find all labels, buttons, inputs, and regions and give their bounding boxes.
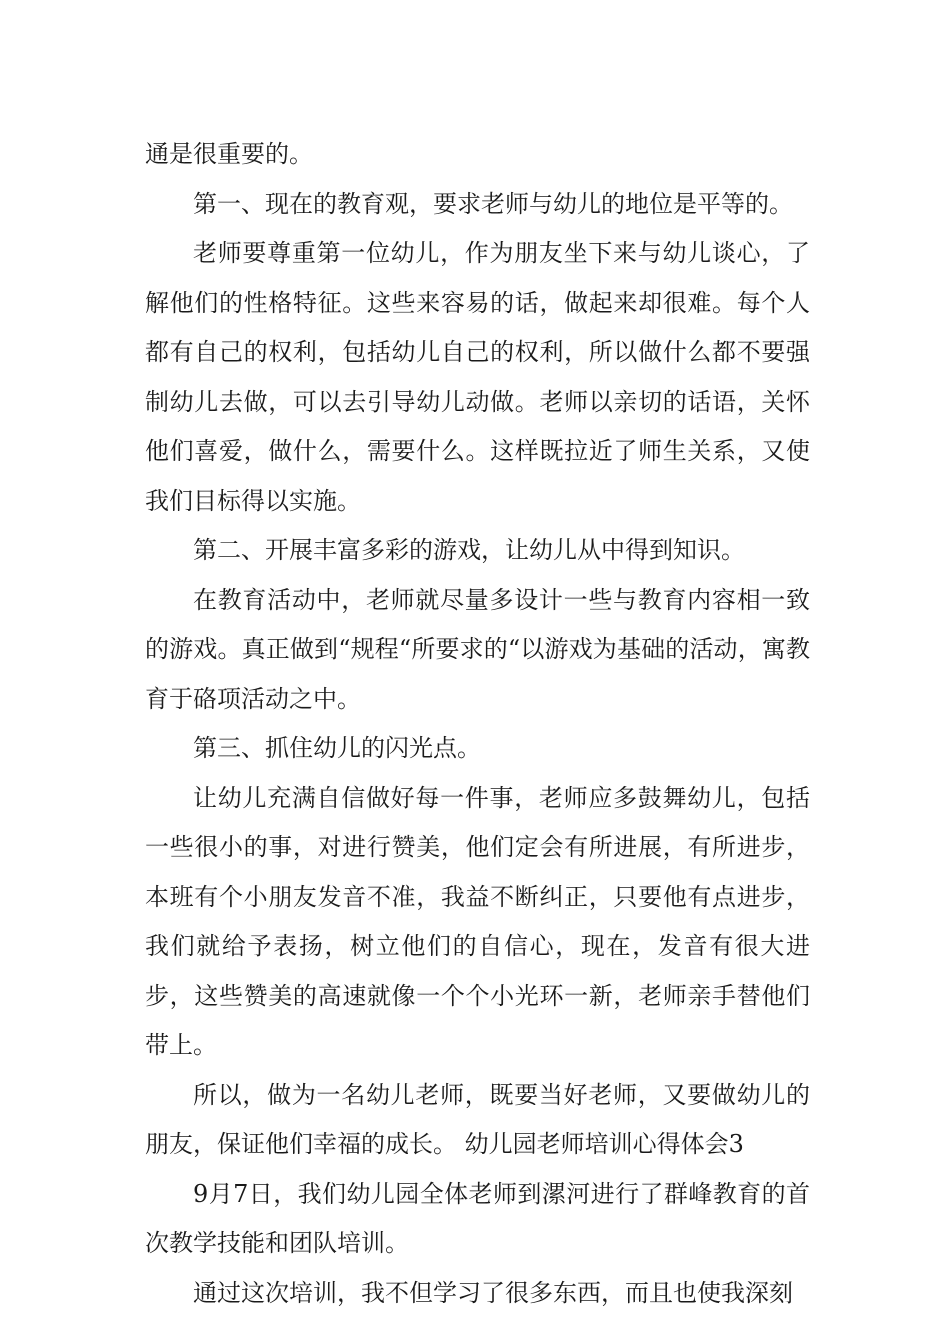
paragraph-respect: 老师要尊重第一位幼儿，作为朋友坐下来与幼儿谈心，了解他们的性格特征。这些来容易的话，做起来却很难。每个人都有自己的权利，包括幼儿自己的权利，所以做什么都不要强制幼儿去做，可以去引导幼儿动做。老师以亲切的话语，关怀他们喜爱，做什么，需要什么。这样既拉近了师生关系，又使我们目标得以实施。 bbox=[145, 239, 810, 515]
paragraph-games: 在教育活动中，老师就尽量多设计一些与教育内容相一致的游戏。真正做到“规程“所要求的“以游戏为基础的活动，寓教育于硌项活动之中。 bbox=[145, 585, 810, 713]
paragraph-encouragement: 让幼儿充满自信做好每一件事，老师应多鼓舞幼儿，包括一些很小的事，对进行赞美，他们定会有所进展，有所进步，本班有个小朋友发音不准，我益不断纠正，只要他有点进步，我们就给予表扬，树立他们的自信心，现在，发音有很大进步，这些赞美的高速就像一个个小光环一新，老师亲手替他们带上。 bbox=[145, 783, 810, 1059]
paragraph-conclusion: 所以，做为一名幼儿老师，既要当好老师，又要做幼儿的朋友，保证他们幸福的成长。 幼儿园老师培训心得体会3 bbox=[145, 1080, 810, 1158]
paragraph-training-date: 9月7日，我们幼儿园全体老师到漯河进行了群峰教育的首次教学技能和团队培训。 bbox=[145, 1179, 810, 1257]
paragraph-training-reflection: 通过这次培训，我不但学习了很多东西，而且也使我深刻 bbox=[193, 1278, 793, 1307]
paragraph-point-two: 第二、开展丰富多彩的游戏，让幼儿从中得到知识。 bbox=[193, 536, 745, 564]
paragraph-point-three: 第三、抓住幼儿的闪光点。 bbox=[193, 734, 481, 762]
paragraph-point-one: 第一、现在的教育观，要求老师与幼儿的地位是平等的。 bbox=[193, 189, 793, 218]
paragraph-continuation: 通是很重要的。 bbox=[145, 140, 313, 168]
body-text bbox=[145, 130, 810, 1318]
